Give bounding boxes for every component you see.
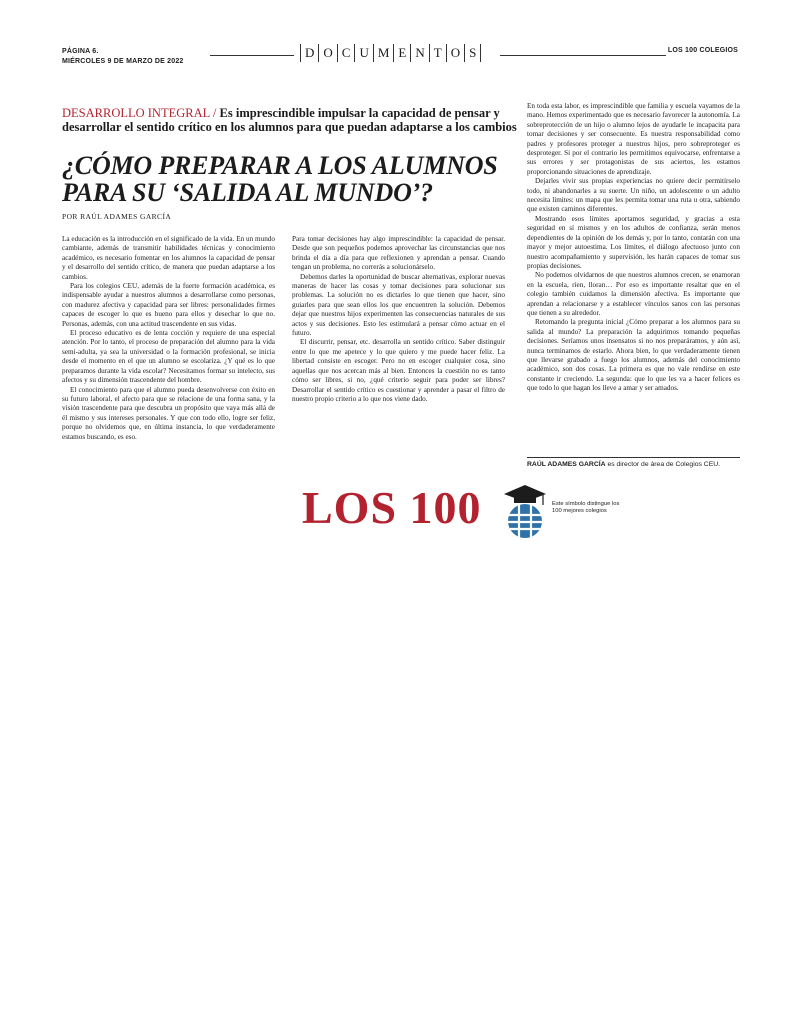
- section-letter: T: [430, 44, 447, 62]
- section-letter: O: [447, 44, 465, 62]
- paragraph: El discurrir, pensar, etc. desarrolla un sentido crítico. Saber distinguir entre lo que me apetece y lo que quiero y me puede hacer feliz. La libertad consiste en escoger. Pero no en escoger cualquier cosa, sino aquellas que nos acercan más al bien. Entonces la cuestión no es tanto cómo ser libres, si no, ¿qué criterio seguir para poder ser libres? Desarrollar el sentido crítico es cuestionar y aprender a pasar el filtro de nuestro propio criterio a lo que nos viene dado.: [292, 338, 505, 403]
- article-byline: POR RAÚL ADAMES GARCÍA: [62, 212, 172, 221]
- article-column-3: [527, 102, 740, 394]
- author-role: es director de área de Colegios CEU.: [607, 461, 721, 468]
- section-letter: E: [394, 44, 411, 62]
- paragraph: En toda esta labor, es imprescindible que familia y escuela vayamos de la mano. Hemos experimentado que es necesario favorecer la autonomía. La sobreprotección de un hijo o alumno lejos de ayudarle le incapacita para tomar decisiones y ser consecuente. Es nuestra responsabilidad como padres y profesores proteger a nuestros hijos, pero sobreproteger es desproteger. Si por el contrario les permitimos equivocarse, enfrentarse a sus errores y ser protagonistas de sus aciertos, les estamos proporcionando situaciones de aprendizaje.: [527, 102, 740, 176]
- paragraph: El conocimiento para que el alumno pueda desenvolverse con éxito en su futuro laboral, el afecto para que se relacione de una forma sana, y la visión trascendente para que descubra un propósito que vaya más allá de él mismo y sus intereses personales. Y que con todo ello, logre ser feliz, porque no olvidemos que, en última instancia, lo que verdaderamente estamos buscando, es eso.: [62, 385, 275, 441]
- paragraph: Dejarles vivir sus propias experiencias no quiere decir permitírselo todo, ni abandonarles a su suerte. Un niño, un adolescente o un adulto necesita límites: un mapa que les permita tomar una ruta u otra, sabiendo que existen caminos diferentes.: [527, 177, 740, 214]
- paragraph: El proceso educativo es de lenta cocción y requiere de una especial atención. Por lo tanto, el proceso de preparación del alumno para la vida semi-adulta, ya sea la universidad o la formación profesional, se inicia desde el momento en el que un alumno se escolariza. ¿Y qué es lo que preparamos durante la vida escolar? Necesitamos formar su intelecto, sus afectos y su dimensión trascendente del hombre.: [62, 329, 275, 385]
- paragraph: Mostrando esos límites aportamos seguridad, y gracias a esta seguridad en sí mismos y en los adultos de confianza, serán menos dependientes de la opinión de los demás y, por lo tanto, contarán con una mayor y mejor autoestima. Los límites, el diálogo afectuoso junto con nuestro acompañamiento y supervisión, les harán capaces de tomar sus propias decisiones.: [527, 214, 740, 270]
- paragraph: No podemos olvidarnos de que nuestros alumnos crecen, se enamoran en la escuela, ríen, lloran… Por eso es importante resaltar que en el colegio también cuidamos la dimensión afectiva. Es importante que aprendan a relacionarse y a establecer vínculos sanos con las personas que tienen a su alrededor.: [527, 271, 740, 317]
- article-column-1: [62, 235, 275, 442]
- section-letter: M: [374, 44, 395, 62]
- kicker-text: Es imprescindible impulsar la capacidad de pensar y desarrollar el sentido crítico en los alumnos para que puedan adaptarse a los cambios: [62, 106, 517, 134]
- paragraph: Para tomar decisiones hay algo imprescindible: la capacidad de pensar. Desde que son pequeños podemos aprovechar las circunstancias que nos brinda el día a día para que reflexionen y aprendan a pensar. Cuando tengan un problema, no correrás a solucionárselo.: [292, 235, 505, 272]
- header-rule-left: [210, 55, 294, 56]
- article-title: ¿CÓMO PREPARAR A LOS ALUMNOS PARA SU ‘SALIDA AL MUNDO’?: [62, 151, 498, 207]
- page-header-left: [62, 47, 184, 67]
- paragraph: Para los colegios CEU, además de la fuerte formación académica, es indispensable ayudar a nuestros alumnos a desarrollarse como personas, con madurez afectiva y capacidad para ser libres: personalidades firmes capaces de escoger lo que es bueno para ellos y desechar lo que no. Personas, además, con una actitud trascendente en sus vidas.: [62, 282, 275, 328]
- page-date: MIÉRCOLES 9 DE MARZO DE 2022: [62, 58, 184, 65]
- section-letter: S: [465, 44, 481, 62]
- article-column-2: [292, 235, 505, 404]
- kicker-tag: DESARROLLO INTEGRAL /: [62, 106, 217, 120]
- paragraph: Debemos darles la oportunidad de buscar alternativas, explorar nuevas maneras de hacer las cosas y tomar decisiones para solucionar sus problemas. La solución no es dictarles lo que tienen que hacer, sino guiarles para que sean ellos los que encuentren la solución. Debemos dejar que nuestros hijos experimenten las consecuencias naturales de sus actos y sus decisiones. Esto les estimulará a pensar cómo actuar en el futuro.: [292, 272, 505, 338]
- section-letter: C: [338, 44, 356, 62]
- header-rule-right: [500, 55, 666, 56]
- section-letter: D: [300, 44, 319, 62]
- paragraph: Retomando la pregunta inicial ¿Cómo preparar a los alumnos para su salida al mundo? La preparación la adquirimos tomando pequeñas decisiones. Seríamos unos insensatos si no nos preparáramos, y aún así, nunca terminamos de estarlo. Ahora bien, lo que verdaderamente tienen que llevarse grabado a fuego los alumnos, además del conocimiento académico, son dos cosas. La primera es que no vale rendirse en este constante ir creciendo. La segunda: que lo que les va a hacer felices es que todo lo que hagan los lleve a amar y ser amados.: [527, 318, 740, 393]
- section-letter: U: [355, 44, 373, 62]
- section-letter: N: [411, 44, 429, 62]
- article-kicker: [62, 106, 522, 134]
- signoff-rule: [527, 457, 740, 458]
- page-header-right: LOS 100 COLEGIOS: [667, 47, 738, 54]
- los-100-logo: LOS 100: [302, 482, 482, 533]
- graduation-cap-globe-icon: [503, 484, 547, 540]
- section-title: [300, 44, 481, 62]
- page-number: PÁGINA 6.: [62, 48, 99, 55]
- section-letter: O: [319, 44, 337, 62]
- paragraph: La educación es la introducción en el significado de la vida. En un mundo cambiante, además de transmitir habilidades técnicas y conocimiento académico, es necesario fomentar en los alumnos la capacidad de pensar y el desarrollo del sentido crítico, de manera que puedan adaptarse a los cambios.: [62, 235, 275, 281]
- emblem-caption: Este símbolo distingue los 100 mejores colegios: [552, 501, 620, 514]
- author-name: RAÚL ADAMES GARCÍA: [527, 461, 606, 468]
- author-signoff: [527, 461, 740, 468]
